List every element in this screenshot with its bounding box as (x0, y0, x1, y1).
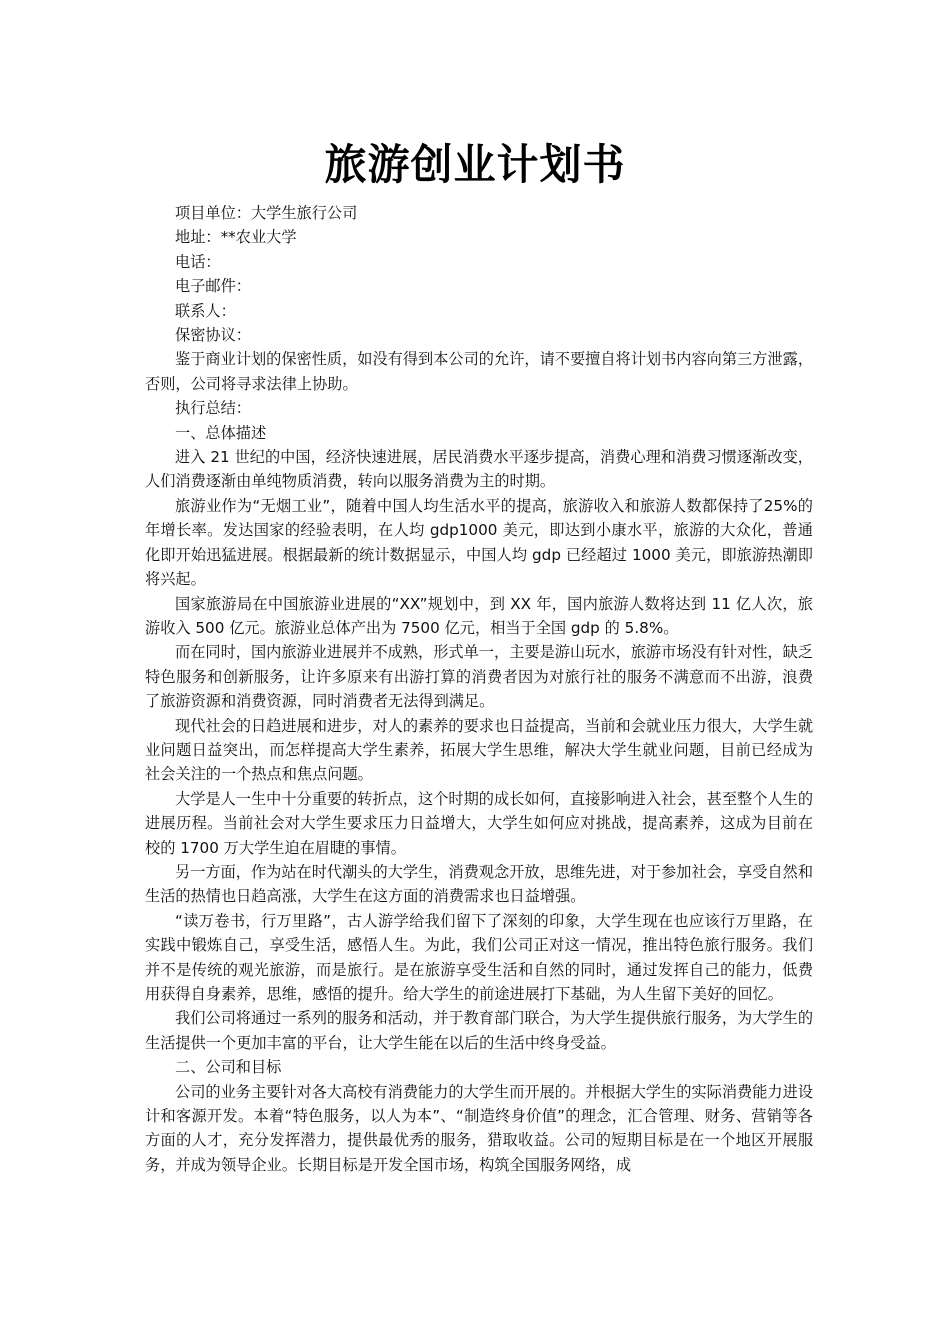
contact-line: 联系人： (175, 301, 236, 320)
project-unit-line: 项目单位：大学生旅行公司 (175, 204, 358, 222)
phone-line: 电话： (175, 252, 221, 271)
confidentiality-heading: 保密协议： (175, 326, 251, 345)
document-body (145, 201, 813, 1177)
document-title: 旅游创业计划书 (324, 140, 626, 189)
section-heading-overview: 一、总体描述 (175, 423, 267, 442)
body-paragraph: 进入 21 世纪的中国，经济快速进展，居民消费水平逐步提高，消费心理和消费习惯逐渐改变，人们消费逐渐由单纯物质消费，转向以服务消费为主的时期。 (145, 448, 813, 491)
body-paragraph: “读万卷书，行万里路”，古人游学给我们留下了深刻的印象，大学生现在也应该行万里路，在实践中锻炼自己，享受生活，感悟人生。为此，我们公司正对这一情况，推出特色旅行服务。我们并不是传统的观光旅游，而是旅行。是在旅游享受生活和自然的同时，通过发挥自己的能力，低费用获得自身素养，思维，感悟的提升。给大学生的前途进展打下基础，为人生留下美好的回忆。 (145, 911, 813, 1003)
executive-summary-heading: 执行总结： (175, 399, 251, 418)
address-line: 地址：**农业大学 (175, 228, 297, 247)
confidentiality-paragraph: 鉴于商业计划的保密性质，如没有得到本公司的允许，请不要擅自将计划书内容向第三方泄露，否则，公司将寻求法律上协助。 (145, 350, 813, 393)
body-paragraph: 现代社会的日趋进展和进步，对人的素养的要求也日益提高，当前和会就业压力很大，大学生就业问题日益突出，而怎样提高大学生素养，拓展大学生思维，解决大学生就业问题，目前已经成为社会关注的一个热点和焦点问题。 (145, 716, 813, 784)
body-paragraph: 而在同时，国内旅游业进展并不成熟，形式单一，主要是游山玩水，旅游市场没有针对性，缺乏特色服务和创新服务，让许多原来有出游打算的消费者因为对旅行社的服务不满意而不出游，浪费了旅游资源和消费资源，同时消费者无法得到满足。 (145, 643, 813, 711)
body-paragraph: 国家旅游局在中国旅游业进展的“XX”规划中，到 XX 年，国内旅游人数将达到 11 亿人次，旅游收入 500 亿元。旅游业总体产出为 7500 亿元，相当于全国 gdp 的 5.8%。 (145, 594, 813, 637)
body-paragraph: 我们公司将通过一系列的服务和活动，并于教育部门联合，为大学生提供旅行服务，为大学生的生活提供一个更加丰富的平台，让大学生能在以后的生活中终身受益。 (145, 1009, 813, 1052)
body-paragraph: 旅游业作为“无烟工业”，随着中国人均生活水平的提高，旅游收入和旅游人数都保持了25%的年增长率。发达国家的经验表明，在人均 gdp1000 美元，即达到小康水平，旅游的大众化，普通化即开始迅猛进展。根据最新的统计数据显示，中国人均 gdp 已经超过 1000 美元，即旅游热潮即将兴起。 (145, 496, 813, 589)
section-heading-company-goals: 二、公司和目标 (175, 1058, 282, 1077)
email-line: 电子邮件： (175, 277, 251, 296)
body-paragraph: 大学是人一生中十分重要的转折点，这个时期的成长如何，直接影响进入社会，甚至整个人生的进展历程。当前社会对大学生要求压力日益增大，大学生如何应对挑战，提高素养，这成为目前在校的 1700 万大学生迫在眉睫的事情。 (145, 789, 813, 857)
body-paragraph: 公司的业务主要针对各大高校有消费能力的大学生而开展的。并根据大学生的实际消费能力进设计和客源开发。本着“特色服务，以人为本”、“制造终身价值”的理念，汇合管理、财务、营销等各方面的人才，充分发挥潜力，提供最优秀的服务，猎取收益。公司的短期目标是在一个地区开展服务，并成为领导企业。长期目标是开发全国市场，构筑全国服务网络，成 (145, 1082, 813, 1174)
body-paragraph: 另一方面，作为站在时代潮头的大学生，消费观念开放，思维先进，对于参加社会，享受自然和生活的热情也日趋高涨，大学生在这方面的消费需求也日益增强。 (145, 862, 813, 906)
